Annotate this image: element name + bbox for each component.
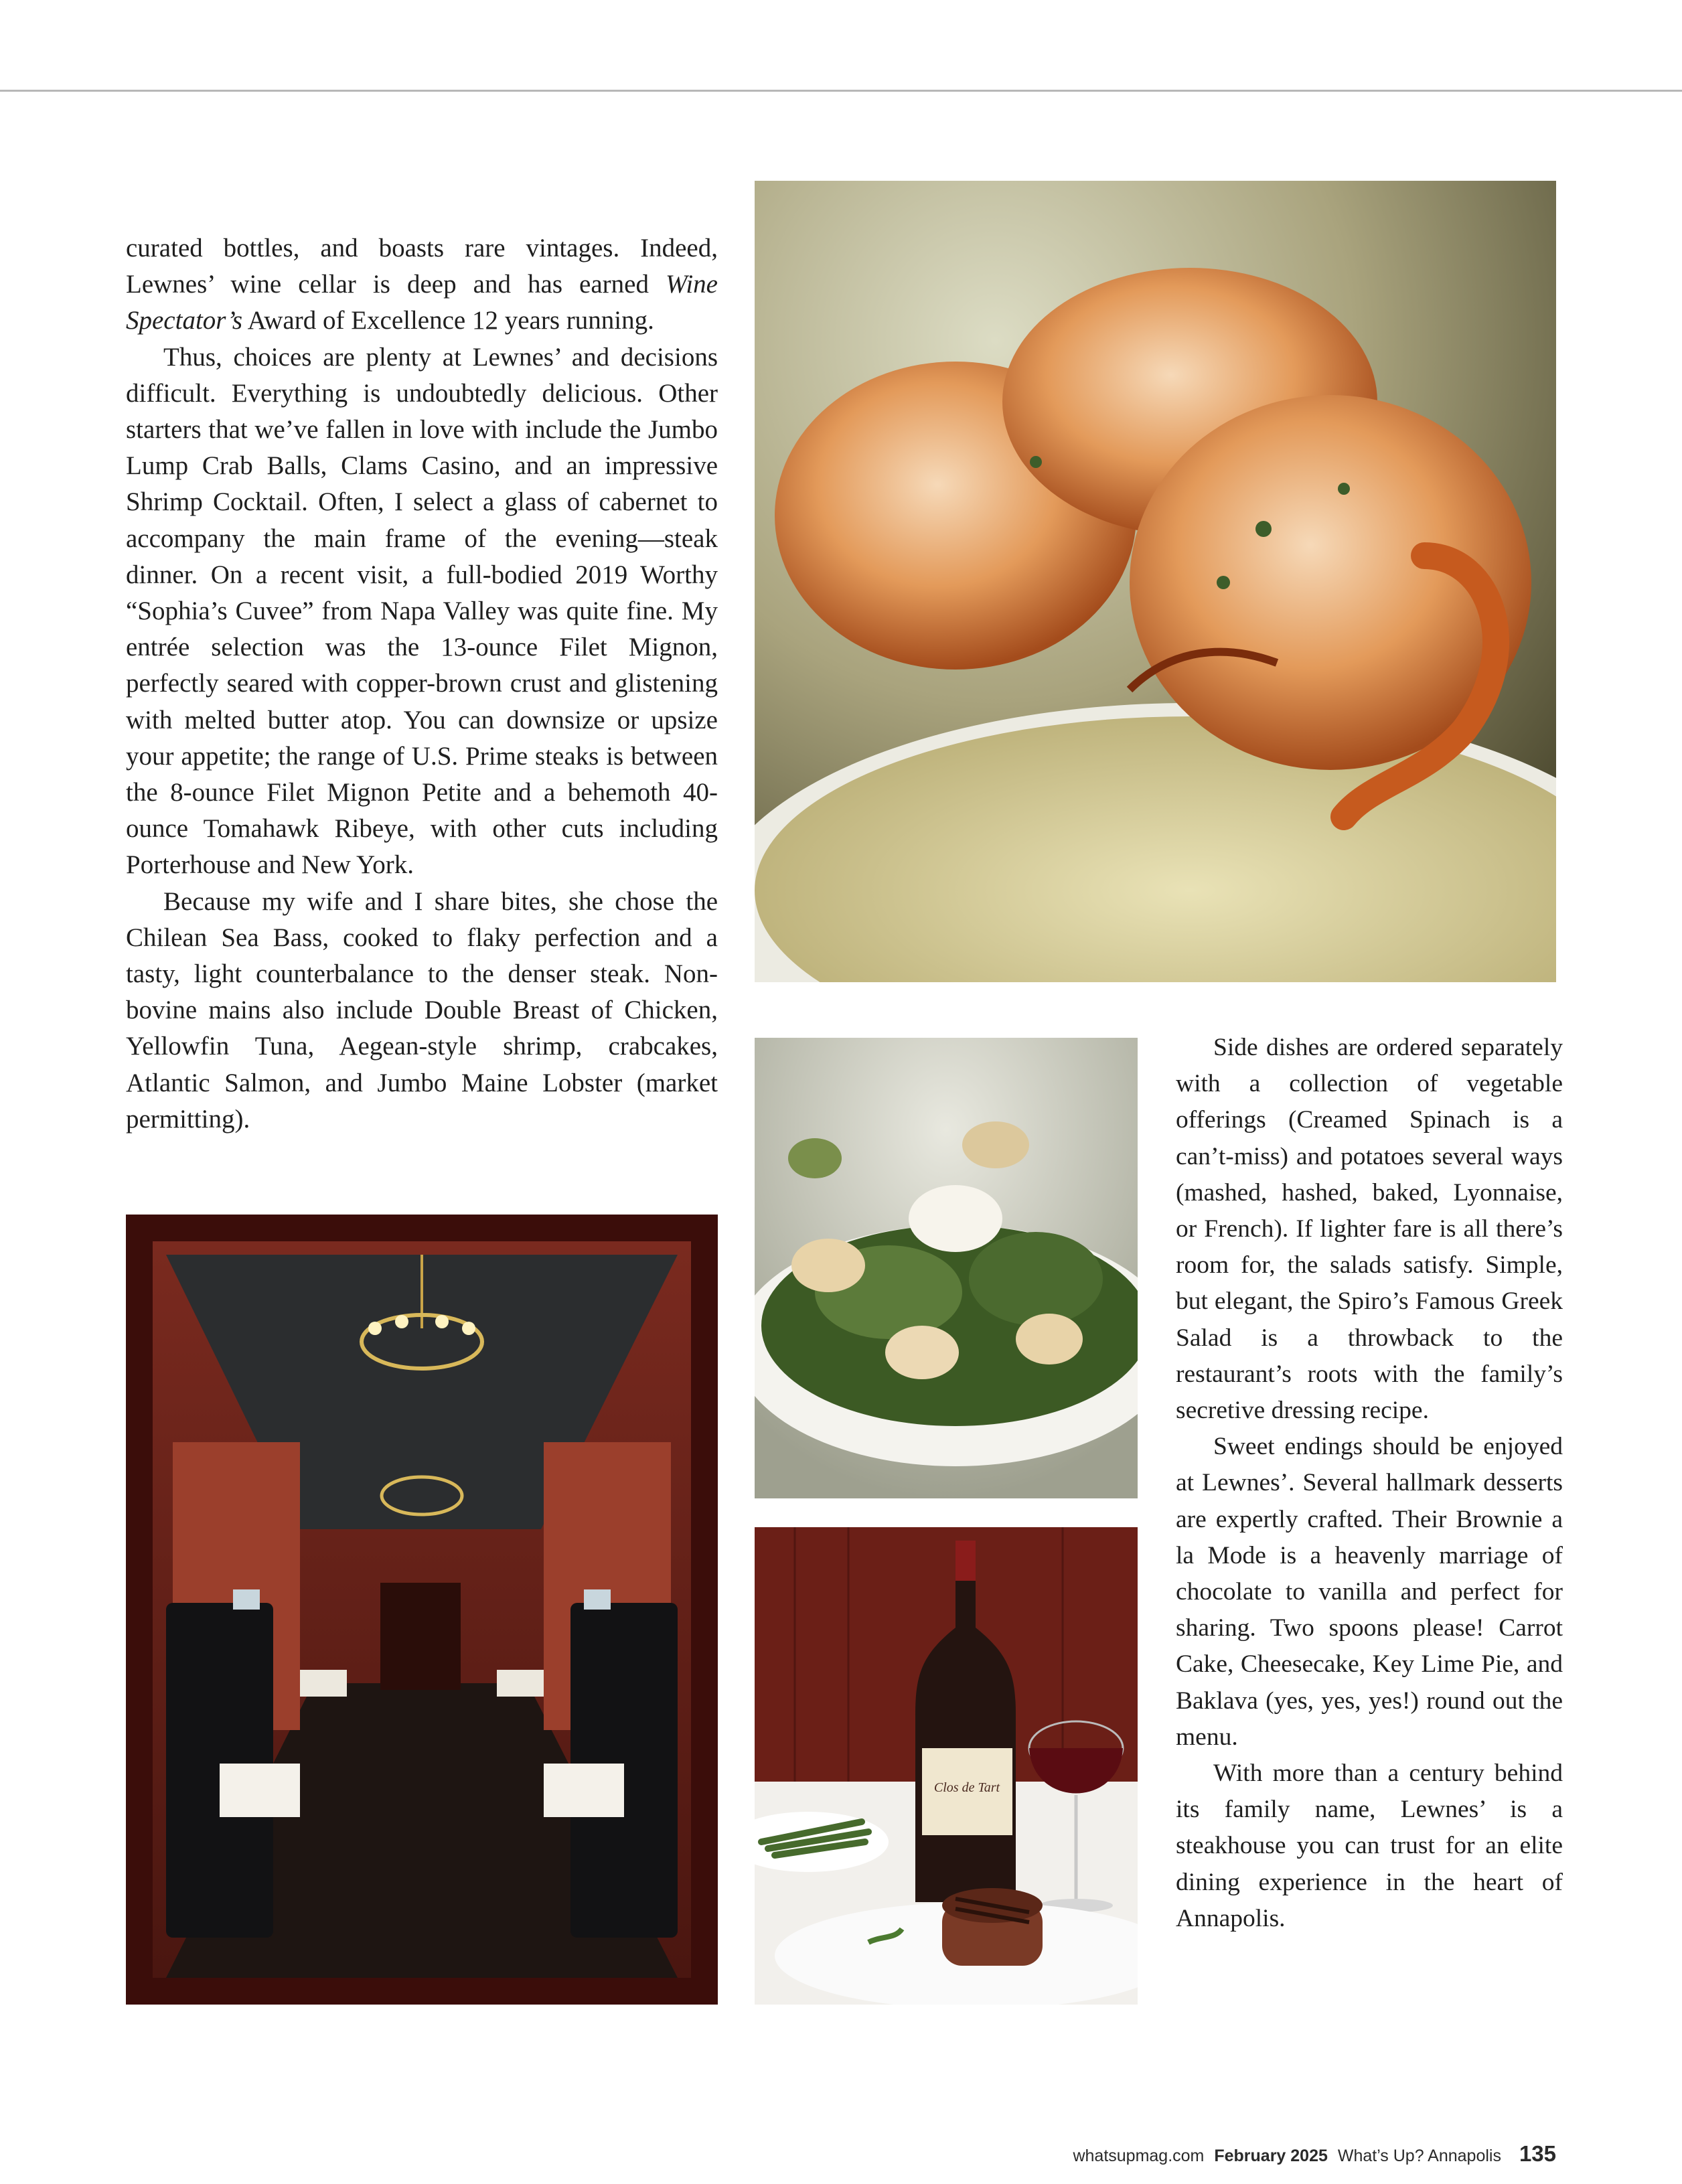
page-footer xyxy=(937,2141,1556,2167)
wine-label-text: Clos de Tart xyxy=(933,1780,1000,1795)
dining-room-photo xyxy=(126,1215,718,2005)
shrimp-photo xyxy=(755,181,1556,982)
article-paragraph: Sweet endings should be enjoyed at Lewnes’. Several hallmark desserts are expertly crafted. Their Brownie a la Mode is a heavenly marriage of chocolate to vanilla and perfect for sharing. Two spoons please! Carrot Cake, Cheesecake, Key Lime Pie, and Baklava (yes, yes, yes!) round out the menu. xyxy=(1176,1433,1563,1751)
article-right-column xyxy=(1176,1030,1563,1937)
footer-site: whatsupmag.com xyxy=(1073,2147,1205,2165)
article-paragraph: With more than a century behind its family name, Lewnes’ is a steakhouse you can trust for an elite dining experience in the heart of Annapolis. xyxy=(1176,1760,1563,1932)
footer-issue: February 2025 xyxy=(1214,2147,1328,2165)
steak-wine-photo xyxy=(755,1527,1138,2005)
footer-publication: What’s Up? Annapolis xyxy=(1337,2147,1501,2165)
article-left-column xyxy=(126,230,718,1138)
salad-photo xyxy=(755,1038,1138,1498)
article-paragraph: Thus, choices are plenty at Lewnes’ and decisions difficult. Everything is undoubtedly delicious. Other starters that we’ve fallen in love with include the Jumbo Lump Crab Balls, Clams Casino, and an impressive Shrimp Cocktail. Often, I select a glass of cabernet to accompany the main frame of the evening—steak dinner. On a recent visit, a full-bodied 2019 Worthy “Sophia’s Cuvee” from Napa Valley was quite fine. My entrée selection was the 13-ounce Filet Mignon, perfectly seared with copper-brown crust and glistening with melted butter atop. You can downsize or upsize your appetite; the range of U.S. Prime steaks is between the 8-ounce Filet Mignon Petite and a behemoth 40-ounce Tomahawk Ribeye, with other cuts including Porterhouse and New York. xyxy=(126,342,718,880)
page-number: 135 xyxy=(1519,2141,1556,2166)
article-paragraph: Because my wife and I share bites, she chose the Chilean Sea Bass, cooked to flaky perfection and a tasty, light counterbalance to the denser steak. Non-bovine mains also include Double Breast of Chicken, Yellowfin Tuna, Aegean-style shrimp, crabcakes, Atlantic Salmon, and Jumbo Maine Lobster (market permitting). xyxy=(126,886,718,1134)
publication-name-italic: Wine Spectator’s xyxy=(126,270,718,335)
article-paragraph: Side dishes are ordered separately with a collection of vegetable offerings (Creamed Spinach is a can’t-miss) and potatoes several ways (mashed, hashed, baked, Lyonnaise, or French). If lighter fare is all there’s room for, the salads satisfy. Simple, but elegant, the Spiro’s Famous Greek Salad is a throwback to the restaurant’s roots with the family’s secretive dressing recipe. xyxy=(1176,1034,1563,1425)
header-rule xyxy=(0,90,1682,92)
article-paragraph: curated bottles, and boasts rare vintages. Indeed, Lewnes’ wine cellar is deep and has earned Wine Spectator’s Award of Excellence 12 years running. xyxy=(126,234,718,335)
